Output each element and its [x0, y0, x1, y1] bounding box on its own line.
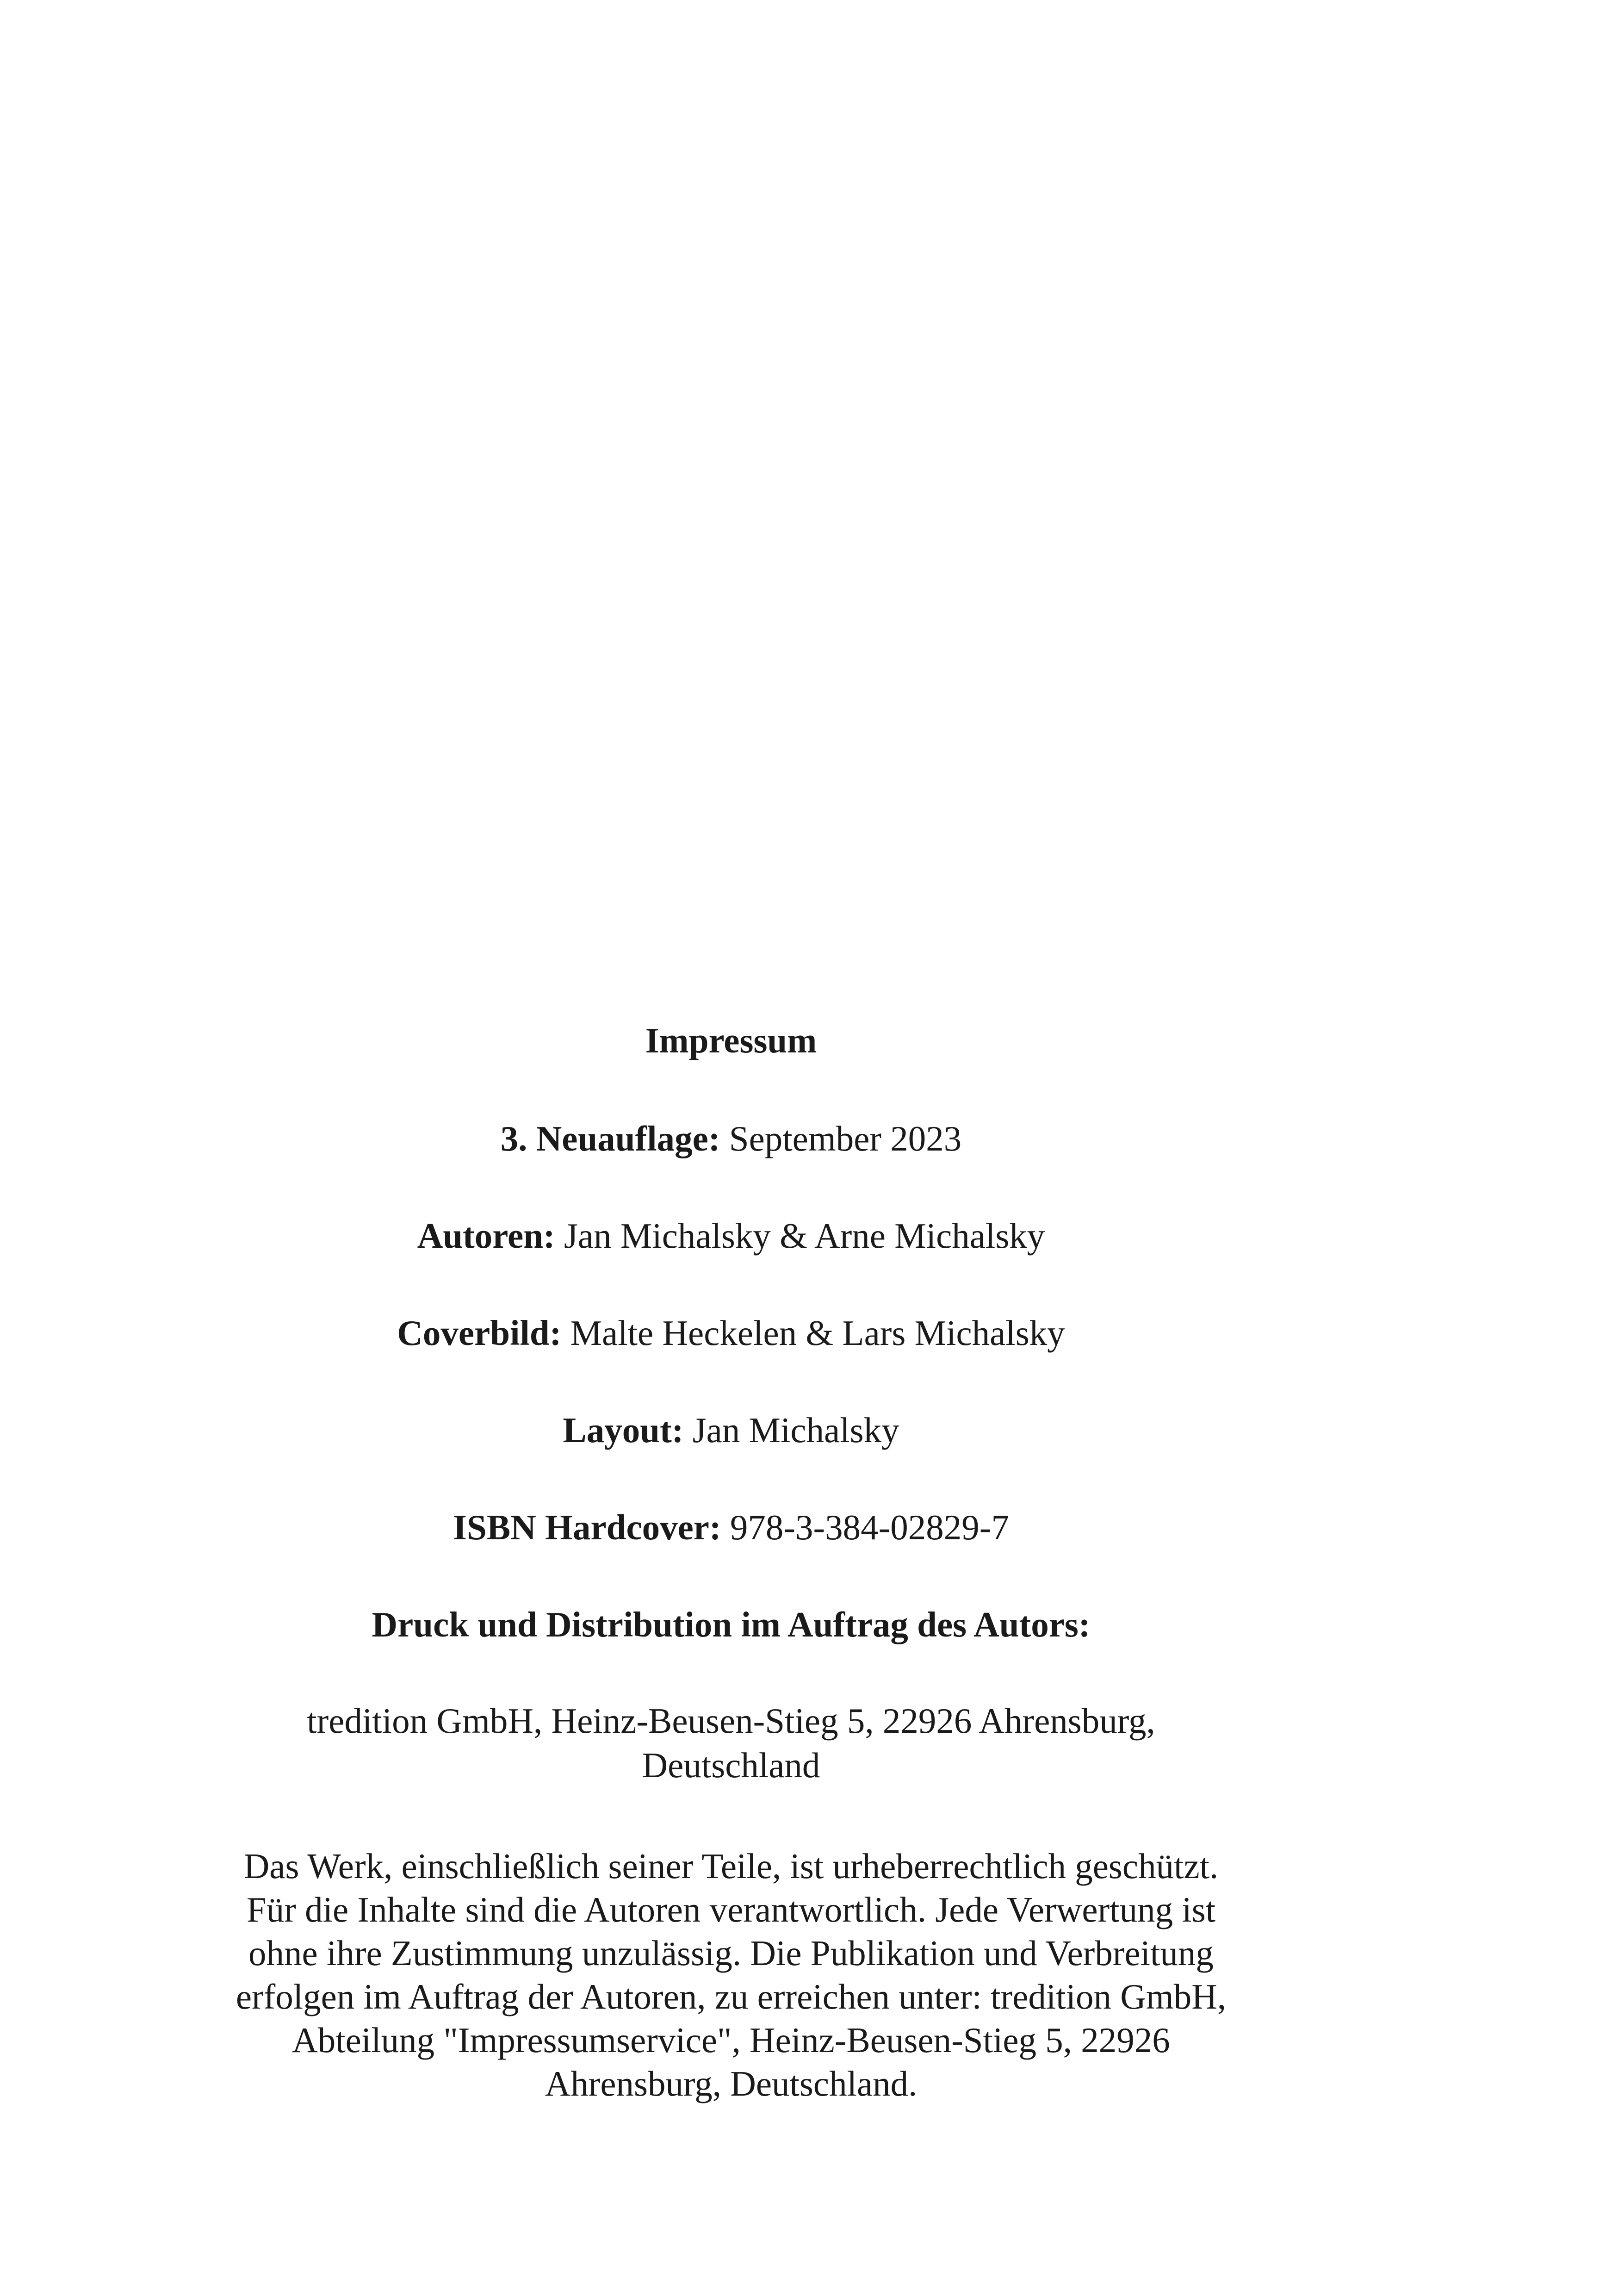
page-title: Impressum [645, 1020, 817, 1060]
isbn-value: 978-3-384-02829-7 [730, 1507, 1009, 1547]
address-line: tredition GmbH, Heinz-Beusen-Stieg 5, 22926 Ahrensburg, [307, 1701, 1155, 1741]
authors-value: Jan Michalsky & Arne Michalsky [564, 1216, 1045, 1256]
isbn-label: ISBN Hardcover: [453, 1507, 721, 1547]
publisher-address [176, 1699, 1286, 1787]
legal-line: Abteilung "Impressumservice", Heinz-Beusen-Stieg 5, 22926 [292, 2020, 1170, 2060]
legal-line: erfolgen im Auftrag der Autoren, zu erreichen unter: tredition GmbH, [236, 1977, 1227, 2016]
authors-label: Autoren: [417, 1216, 555, 1256]
legal-line: ohne ihre Zustimmung unzulässig. Die Publikation und Verbreitung [248, 1933, 1214, 1973]
legal-line: Für die Inhalte sind die Autoren verantwortlich. Jede Verwertung ist [246, 1890, 1216, 1929]
address-line: Deutschland [642, 1745, 820, 1785]
cover-line [176, 1311, 1286, 1355]
edition-value: September 2023 [729, 1119, 962, 1158]
layout-line [176, 1408, 1286, 1452]
authors-line [176, 1213, 1286, 1258]
layout-label: Layout: [563, 1410, 684, 1450]
edition-label: 3. Neuauflage: [500, 1119, 720, 1158]
cover-value: Malte Heckelen & Lars Michalsky [570, 1313, 1065, 1353]
cover-label: Coverbild: [397, 1313, 562, 1353]
legal-line: Das Werk, einschließlich seiner Teile, ist urheberrechtlich geschützt. [243, 1846, 1219, 1886]
edition-line [176, 1116, 1286, 1161]
layout-value: Jan Michalsky [692, 1410, 899, 1450]
legal-line: Ahrensburg, Deutschland. [545, 2064, 917, 2103]
isbn-line [176, 1505, 1286, 1549]
printing-heading: Druck und Distribution im Auftrag des Autors: [372, 1605, 1091, 1644]
copyright-notice [176, 1844, 1286, 2105]
